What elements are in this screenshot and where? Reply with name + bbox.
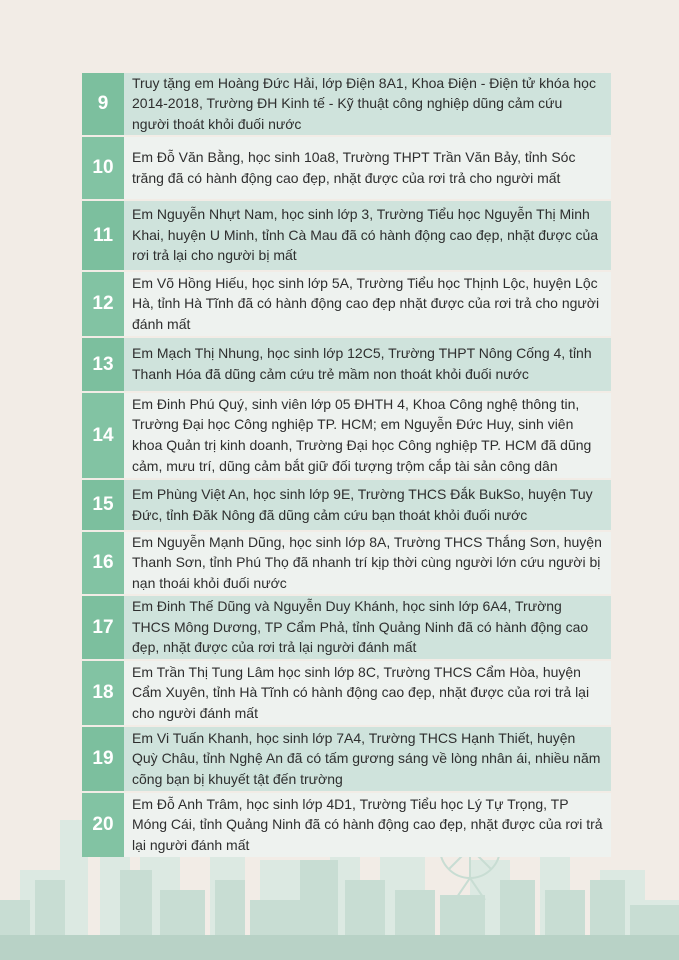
row-number: 17 — [82, 596, 124, 659]
table-row — [82, 338, 611, 391]
table-row — [82, 480, 611, 530]
row-text: Em Phùng Việt An, học sinh lớp 9E, Trường THCS Đắk BukSo, huyện Tuy Đức, tỉnh Đăk Nông đã dũng cảm cứu bạn thoát khỏi đuối nước — [132, 485, 593, 523]
row-text: Em Đỗ Anh Trâm, học sinh lớp 4D1, Trường Tiểu học Lý Tự Trọng, TP Móng Cái, tỉnh Quảng Ninh đã có hành động cao đẹp, nhặt được của rơi trả lại người đánh mất — [132, 795, 603, 853]
table-row — [82, 137, 611, 199]
row-number: 18 — [82, 661, 124, 725]
table-row — [82, 73, 611, 135]
row-text: Em Đỗ Văn Bằng, học sinh 10a8, Trường THPT Trần Văn Bảy, tỉnh Sóc trăng đã có hành động cao đẹp, nhặt được của rơi trả cho người mất — [132, 148, 576, 186]
row-text: Em Đinh Thế Dũng và Nguyễn Duy Khánh, học sinh lớp 6A4, Trường THCS Mông Dương, TP Cẩm Phả, tỉnh Quảng Ninh đã có hành động cao đẹp, nhặt được của rơi trả lại người đánh mất — [132, 598, 589, 656]
row-number: 10 — [82, 137, 124, 199]
row-description — [124, 532, 611, 594]
row-description — [124, 393, 611, 478]
row-number: 9 — [82, 73, 124, 135]
row-description — [124, 73, 611, 135]
row-number: 14 — [82, 393, 124, 478]
row-number: 20 — [82, 793, 124, 857]
row-text: Em Nguyễn Nhựt Nam, học sinh lớp 3, Trường Tiểu học Nguyễn Thị Minh Khai, huyện U Minh, tỉnh Cà Mau đã có hành động cao đẹp, nhặt được của rơi trả lại cho người bị mất — [132, 206, 599, 264]
row-description — [124, 201, 611, 270]
table-row — [82, 727, 611, 791]
row-description — [124, 596, 611, 659]
row-description — [124, 137, 611, 199]
row-text: Em Võ Hồng Hiếu, học sinh lớp 5A, Trường Tiểu học Thịnh Lộc, huyện Lộc Hà, tỉnh Hà Tĩnh đã có hành động cao đẹp nhặt được của rơi trả cho người đánh mất — [132, 274, 600, 332]
row-number: 15 — [82, 480, 124, 530]
table-row — [82, 201, 611, 270]
row-description — [124, 272, 611, 336]
row-text: Em Đinh Phú Quý, sinh viên lớp 05 ĐHTH 4, Khoa Công nghệ thông tin, Trường Đại học Công nghiệp TP. HCM; em Nguyễn Đức Huy, sinh viên khoa Quản trị kinh doanh, Trường Đại học Công nghiệp TP. HCM đã dũng cảm, mưu trí, dũng cảm bắt giữ đối tượng trộm cắp tài sản công dân — [132, 395, 592, 474]
row-description — [124, 480, 611, 530]
table-row — [82, 793, 611, 857]
row-number: 12 — [82, 272, 124, 336]
row-description — [124, 793, 611, 857]
row-text: Truy tặng em Hoàng Đức Hải, lớp Điện 8A1, Khoa Điện - Điện tử khóa học 2014-2018, Trường ĐH Kinh tế - Kỹ thuật công nghiệp dũng cảm cứu người thoát khỏi đuối nước — [132, 74, 596, 132]
awards-list-table — [82, 73, 611, 859]
row-description — [124, 727, 611, 791]
table-row — [82, 596, 611, 659]
row-text: Em Vi Tuấn Khanh, học sinh lớp 7A4, Trường THCS Hạnh Thiết, huyện Quỳ Châu, tỉnh Nghệ An đã có tấm gương sáng về lòng nhân ái, nhiều năm cõng bạn bị khuyết tật đến trường — [132, 729, 601, 787]
table-row — [82, 272, 611, 336]
row-number: 19 — [82, 727, 124, 791]
table-row — [82, 532, 611, 594]
row-text: Em Trần Thị Tung Lâm học sinh lớp 8C, Trường THCS Cẩm Hòa, huyện Cẩm Xuyên, tỉnh Hà Tĩnh có hành động cao đẹp, nhặt được của rơi trả lại cho người đánh mất — [132, 663, 590, 721]
row-description — [124, 338, 611, 391]
row-description — [124, 661, 611, 725]
table-row — [82, 661, 611, 725]
row-text: Em Mạch Thị Nhung, học sinh lớp 12C5, Trường THPT Nông Cống 4, tỉnh Thanh Hóa đã dũng cảm cứu trẻ mầm non thoát khỏi đuối nước — [132, 345, 592, 382]
row-number: 11 — [82, 201, 124, 270]
table-row — [82, 393, 611, 478]
row-number: 16 — [82, 532, 124, 594]
row-number: 13 — [82, 338, 124, 391]
row-text: Em Nguyễn Mạnh Dũng, học sinh lớp 8A, Trường THCS Thắng Sơn, huyện Thanh Sơn, tỉnh Phú Thọ đã nhanh trí kịp thời cùng người lớn cứu người bị nạn thoái khỏi đuối nước — [132, 533, 602, 591]
